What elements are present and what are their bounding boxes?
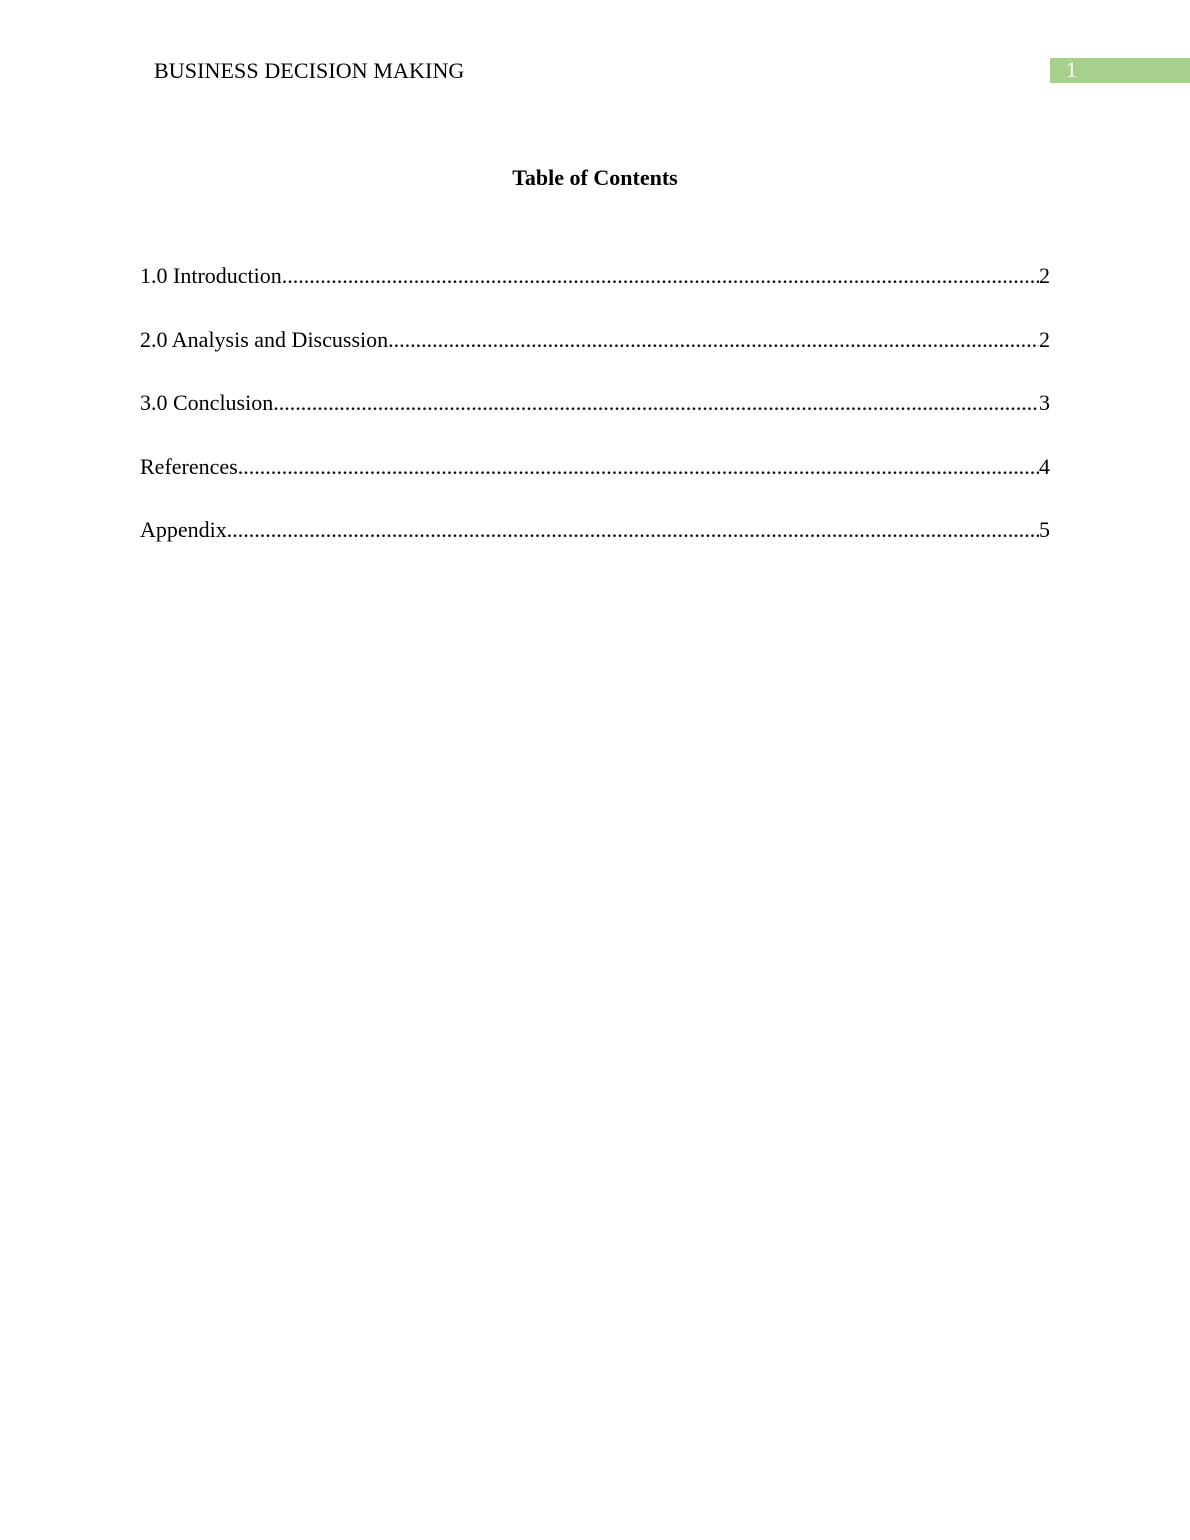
toc-entry-label: 3.0 Conclusion: [140, 390, 274, 415]
toc-dot-leader: [273, 389, 1039, 417]
toc-entry-page: 4: [1039, 453, 1050, 479]
toc-dot-leader: [388, 326, 1039, 354]
toc-entry-page: 2: [1039, 326, 1050, 352]
toc-entry-label: Appendix: [140, 517, 227, 542]
toc-entry-references[interactable]: [140, 453, 1050, 517]
toc-entry-analysis-and-discussion[interactable]: [140, 326, 1050, 390]
toc-entry-conclusion[interactable]: [140, 389, 1050, 453]
toc-entry-label: 1.0 Introduction: [140, 263, 282, 288]
toc-list: [140, 262, 1050, 580]
toc-entry-page: 3: [1039, 390, 1050, 415]
toc-dot-leader: [227, 516, 1039, 544]
toc-entry-introduction[interactable]: [140, 262, 1050, 326]
toc-dot-leader: [238, 453, 1039, 481]
toc-title: Table of Contents: [512, 165, 678, 190]
toc-entry-page: 5: [1039, 517, 1050, 542]
toc-entry-appendix[interactable]: [140, 516, 1050, 580]
toc-entry-page: 2: [1039, 263, 1050, 288]
toc-entry-label: 2.0 Analysis and Discussion: [140, 326, 389, 352]
running-header-title: BUSINESS DECISION MAKING: [154, 58, 465, 83]
page-number: 1: [1066, 57, 1077, 82]
toc-dot-leader: [282, 262, 1039, 290]
page-number-badge: [1050, 58, 1190, 83]
toc-entry-label: References: [140, 453, 238, 479]
